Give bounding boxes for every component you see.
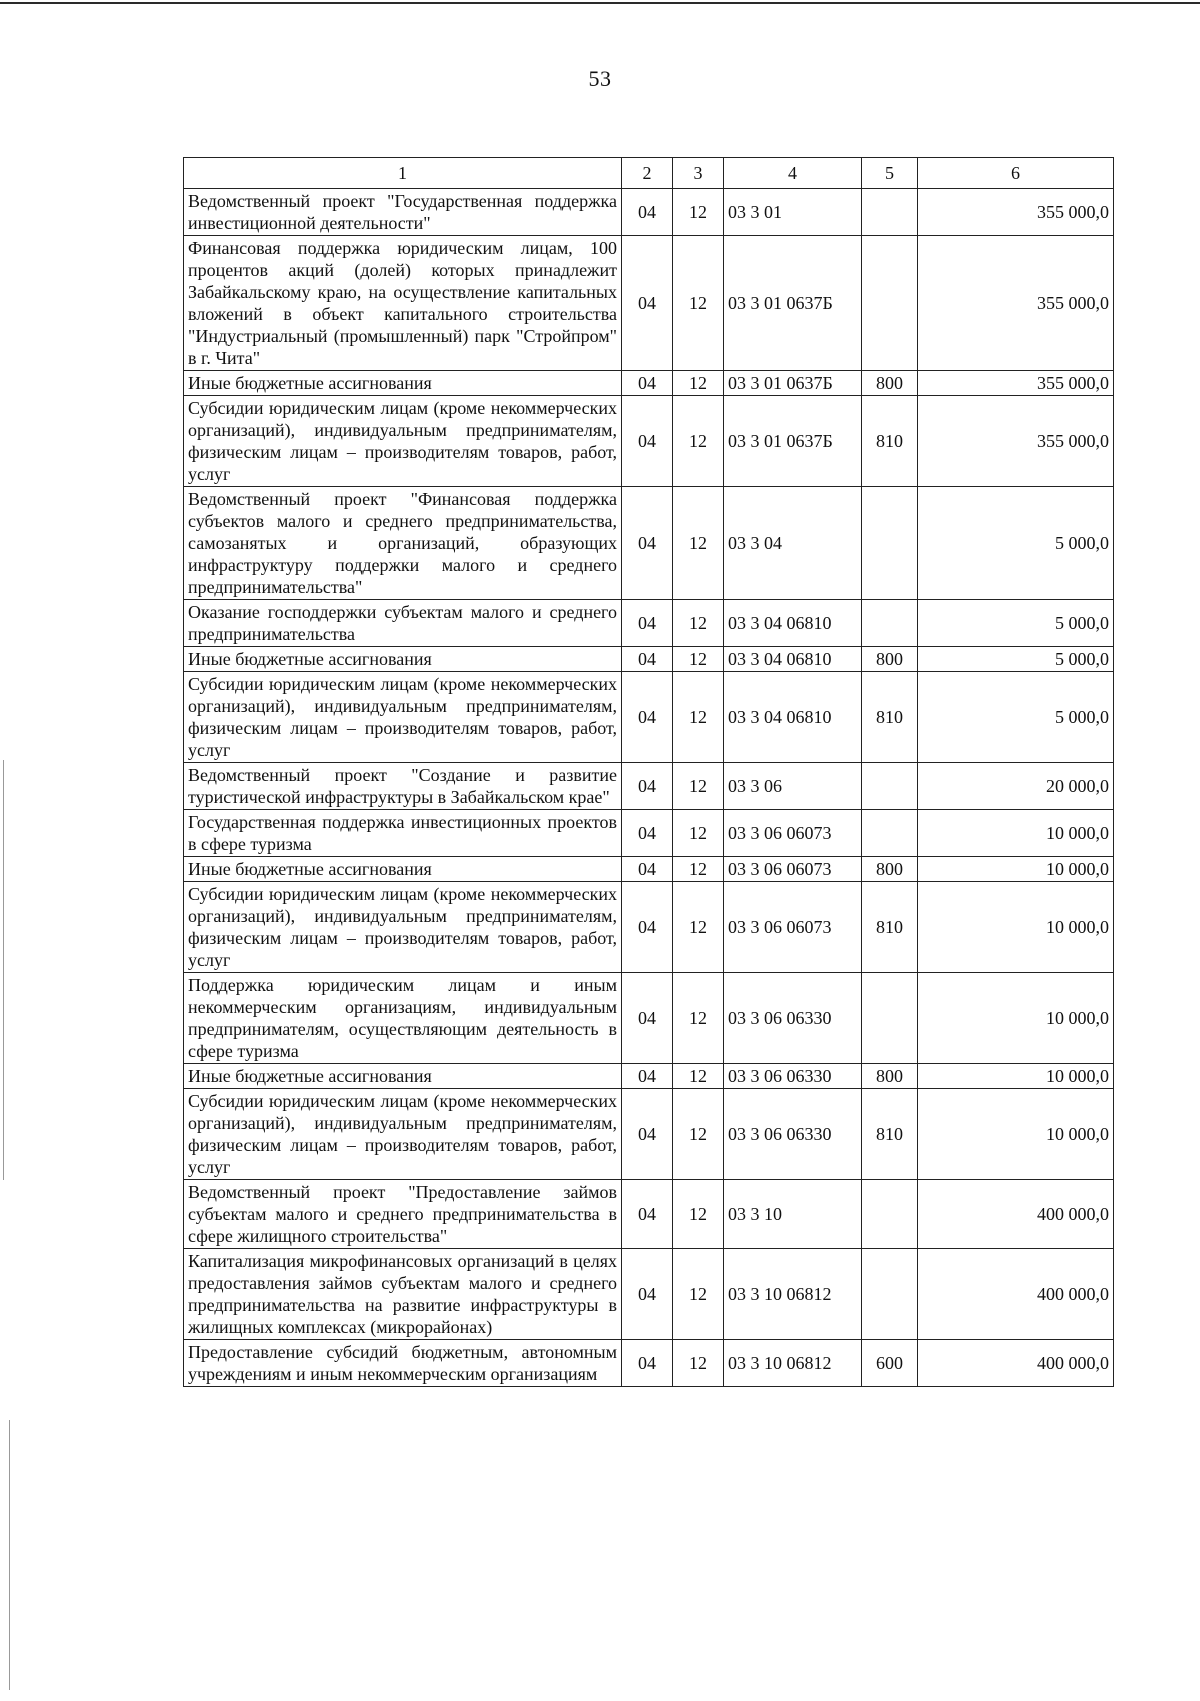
row-name-cell: Субсидии юридическим лицам (кроме некоммерческих организаций), индивидуальным предпринимателям, физическим лицам – производителям товаров, работ, услуг bbox=[184, 1089, 622, 1180]
row-subsection-cell: 12 bbox=[673, 810, 724, 857]
row-expense-type-cell: 800 bbox=[862, 371, 918, 396]
row-expense-type-cell bbox=[862, 1180, 918, 1249]
row-name-cell: Предоставление субсидий бюджетным, автономным учреждениям и иным некоммерческим организациям bbox=[184, 1340, 622, 1387]
budget-table bbox=[183, 157, 1114, 1387]
page-number: 53 bbox=[588, 66, 612, 91]
row-name-cell: Поддержка юридическим лицам и иным некоммерческим организациям, индивидуальным предпринимателям, осуществляющим деятельность в сфере туризма bbox=[184, 973, 622, 1064]
row-target-code-cell: 03 3 06 06073 bbox=[724, 810, 862, 857]
row-target-code-cell: 03 3 04 06810 bbox=[724, 600, 862, 647]
table-row bbox=[184, 396, 1114, 487]
row-subsection-cell: 12 bbox=[673, 857, 724, 882]
row-name-cell: Ведомственный проект "Предоставление займов субъектам малого и среднего предпринимательства в сфере жилищного строительства" bbox=[184, 1180, 622, 1249]
row-expense-type-cell bbox=[862, 600, 918, 647]
table-row bbox=[184, 882, 1114, 973]
row-name-cell: Иные бюджетные ассигнования bbox=[184, 371, 622, 396]
row-subsection-cell: 12 bbox=[673, 973, 724, 1064]
row-section-cell: 04 bbox=[622, 857, 673, 882]
row-subsection-cell: 12 bbox=[673, 1180, 724, 1249]
row-target-code-cell: 03 3 06 bbox=[724, 763, 862, 810]
row-expense-type-cell: 810 bbox=[862, 396, 918, 487]
row-subsection-cell: 12 bbox=[673, 371, 724, 396]
row-amount-cell: 10 000,0 bbox=[918, 973, 1114, 1064]
table-row bbox=[184, 1180, 1114, 1249]
row-subsection-cell: 12 bbox=[673, 236, 724, 371]
row-section-cell: 04 bbox=[622, 1064, 673, 1089]
row-expense-type-cell: 800 bbox=[862, 1064, 918, 1089]
table-row bbox=[184, 763, 1114, 810]
row-section-cell: 04 bbox=[622, 973, 673, 1064]
table-row bbox=[184, 189, 1114, 236]
row-amount-cell: 10 000,0 bbox=[918, 1089, 1114, 1180]
header-col-5: 5 bbox=[862, 158, 918, 189]
row-name-cell: Субсидии юридическим лицам (кроме некоммерческих организаций), индивидуальным предпринимателям, физическим лицам – производителям товаров, работ, услуг bbox=[184, 672, 622, 763]
header-col-4: 4 bbox=[724, 158, 862, 189]
table-row bbox=[184, 672, 1114, 763]
row-subsection-cell: 12 bbox=[673, 1340, 724, 1387]
row-section-cell: 04 bbox=[622, 1340, 673, 1387]
row-expense-type-cell bbox=[862, 763, 918, 810]
row-expense-type-cell bbox=[862, 1249, 918, 1340]
row-amount-cell: 400 000,0 bbox=[918, 1340, 1114, 1387]
table-row bbox=[184, 487, 1114, 600]
top-edge-line bbox=[0, 2, 1200, 4]
row-name-cell: Оказание господдержки субъектам малого и среднего предпринимательства bbox=[184, 600, 622, 647]
row-name-cell: Ведомственный проект "Создание и развитие туристической инфраструктуры в Забайкальском крае" bbox=[184, 763, 622, 810]
row-section-cell: 04 bbox=[622, 1249, 673, 1340]
row-amount-cell: 5 000,0 bbox=[918, 487, 1114, 600]
row-target-code-cell: 03 3 04 bbox=[724, 487, 862, 600]
table-row bbox=[184, 1064, 1114, 1089]
row-target-code-cell: 03 3 06 06330 bbox=[724, 1064, 862, 1089]
table-row bbox=[184, 1249, 1114, 1340]
row-subsection-cell: 12 bbox=[673, 763, 724, 810]
row-name-cell: Государственная поддержка инвестиционных проектов в сфере туризма bbox=[184, 810, 622, 857]
row-section-cell: 04 bbox=[622, 1089, 673, 1180]
row-expense-type-cell: 810 bbox=[862, 672, 918, 763]
row-section-cell: 04 bbox=[622, 396, 673, 487]
row-target-code-cell: 03 3 06 06073 bbox=[724, 882, 862, 973]
row-name-cell: Ведомственный проект "Финансовая поддержка субъектов малого и среднего предпринимательства, самозанятых и организаций, образующих инфраструктуру поддержки малого и среднего предпринимательства" bbox=[184, 487, 622, 600]
table-body bbox=[184, 189, 1114, 1387]
row-expense-type-cell: 600 bbox=[862, 1340, 918, 1387]
row-name-cell: Капитализация микрофинансовых организаций в целях предоставления займов субъектам малого и среднего предпринимательства на развитие инфраструктуры в жилищных комплексах (микрорайонах) bbox=[184, 1249, 622, 1340]
table-row bbox=[184, 857, 1114, 882]
row-target-code-cell: 03 3 04 06810 bbox=[724, 672, 862, 763]
row-section-cell: 04 bbox=[622, 600, 673, 647]
table-row bbox=[184, 647, 1114, 672]
row-amount-cell: 20 000,0 bbox=[918, 763, 1114, 810]
row-target-code-cell: 03 3 01 bbox=[724, 189, 862, 236]
row-expense-type-cell: 800 bbox=[862, 857, 918, 882]
table-row bbox=[184, 236, 1114, 371]
row-expense-type-cell: 810 bbox=[862, 882, 918, 973]
row-amount-cell: 10 000,0 bbox=[918, 810, 1114, 857]
row-subsection-cell: 12 bbox=[673, 600, 724, 647]
row-amount-cell: 400 000,0 bbox=[918, 1249, 1114, 1340]
row-subsection-cell: 12 bbox=[673, 882, 724, 973]
row-section-cell: 04 bbox=[622, 189, 673, 236]
row-amount-cell: 355 000,0 bbox=[918, 396, 1114, 487]
header-col-2: 2 bbox=[622, 158, 673, 189]
row-expense-type-cell: 810 bbox=[862, 1089, 918, 1180]
header-col-3: 3 bbox=[673, 158, 724, 189]
row-amount-cell: 5 000,0 bbox=[918, 600, 1114, 647]
row-expense-type-cell: 800 bbox=[862, 647, 918, 672]
row-expense-type-cell bbox=[862, 189, 918, 236]
row-target-code-cell: 03 3 04 06810 bbox=[724, 647, 862, 672]
row-amount-cell: 5 000,0 bbox=[918, 647, 1114, 672]
table-row bbox=[184, 1089, 1114, 1180]
row-subsection-cell: 12 bbox=[673, 672, 724, 763]
row-target-code-cell: 03 3 01 0637Б bbox=[724, 396, 862, 487]
row-expense-type-cell bbox=[862, 487, 918, 600]
row-name-cell: Иные бюджетные ассигнования bbox=[184, 1064, 622, 1089]
header-col-1: 1 bbox=[184, 158, 622, 189]
row-amount-cell: 5 000,0 bbox=[918, 672, 1114, 763]
row-amount-cell: 400 000,0 bbox=[918, 1180, 1114, 1249]
row-subsection-cell: 12 bbox=[673, 189, 724, 236]
row-section-cell: 04 bbox=[622, 1180, 673, 1249]
scan-margin-line bbox=[3, 760, 4, 1180]
row-target-code-cell: 03 3 10 bbox=[724, 1180, 862, 1249]
row-section-cell: 04 bbox=[622, 882, 673, 973]
table-row bbox=[184, 973, 1114, 1064]
header-col-6: 6 bbox=[918, 158, 1114, 189]
row-target-code-cell: 03 3 06 06073 bbox=[724, 857, 862, 882]
row-amount-cell: 355 000,0 bbox=[918, 371, 1114, 396]
row-name-cell: Субсидии юридическим лицам (кроме некоммерческих организаций), индивидуальным предпринимателям, физическим лицам – производителям товаров, работ, услуг bbox=[184, 396, 622, 487]
row-target-code-cell: 03 3 06 06330 bbox=[724, 1089, 862, 1180]
row-expense-type-cell bbox=[862, 236, 918, 371]
table-row bbox=[184, 810, 1114, 857]
row-section-cell: 04 bbox=[622, 236, 673, 371]
row-amount-cell: 10 000,0 bbox=[918, 1064, 1114, 1089]
row-amount-cell: 10 000,0 bbox=[918, 857, 1114, 882]
table-header-row bbox=[184, 158, 1114, 189]
row-target-code-cell: 03 3 06 06330 bbox=[724, 973, 862, 1064]
scan-margin-line bbox=[9, 1420, 10, 1690]
row-amount-cell: 10 000,0 bbox=[918, 882, 1114, 973]
row-subsection-cell: 12 bbox=[673, 1089, 724, 1180]
row-name-cell: Ведомственный проект "Государственная поддержка инвестиционной деятельности" bbox=[184, 189, 622, 236]
table-row bbox=[184, 1340, 1114, 1387]
row-section-cell: 04 bbox=[622, 672, 673, 763]
table-row bbox=[184, 371, 1114, 396]
row-subsection-cell: 12 bbox=[673, 396, 724, 487]
row-section-cell: 04 bbox=[622, 810, 673, 857]
row-section-cell: 04 bbox=[622, 487, 673, 600]
table-row bbox=[184, 600, 1114, 647]
row-target-code-cell: 03 3 10 06812 bbox=[724, 1340, 862, 1387]
row-target-code-cell: 03 3 10 06812 bbox=[724, 1249, 862, 1340]
row-name-cell: Иные бюджетные ассигнования bbox=[184, 647, 622, 672]
row-target-code-cell: 03 3 01 0637Б bbox=[724, 236, 862, 371]
row-section-cell: 04 bbox=[622, 647, 673, 672]
row-section-cell: 04 bbox=[622, 371, 673, 396]
row-name-cell: Финансовая поддержка юридическим лицам, 100 процентов акций (долей) которых принадлежит Забайкальскому краю, на осуществление капитальных вложений в объект капитального строительства "Индустриальный (промышленный) парк "Стройпром" в г. Чита" bbox=[184, 236, 622, 371]
row-expense-type-cell bbox=[862, 810, 918, 857]
row-amount-cell: 355 000,0 bbox=[918, 236, 1114, 371]
row-subsection-cell: 12 bbox=[673, 647, 724, 672]
row-name-cell: Иные бюджетные ассигнования bbox=[184, 857, 622, 882]
row-section-cell: 04 bbox=[622, 763, 673, 810]
row-amount-cell: 355 000,0 bbox=[918, 189, 1114, 236]
row-subsection-cell: 12 bbox=[673, 1064, 724, 1089]
row-subsection-cell: 12 bbox=[673, 1249, 724, 1340]
row-target-code-cell: 03 3 01 0637Б bbox=[724, 371, 862, 396]
row-name-cell: Субсидии юридическим лицам (кроме некоммерческих организаций), индивидуальным предпринимателям, физическим лицам – производителям товаров, работ, услуг bbox=[184, 882, 622, 973]
row-subsection-cell: 12 bbox=[673, 487, 724, 600]
row-expense-type-cell bbox=[862, 973, 918, 1064]
